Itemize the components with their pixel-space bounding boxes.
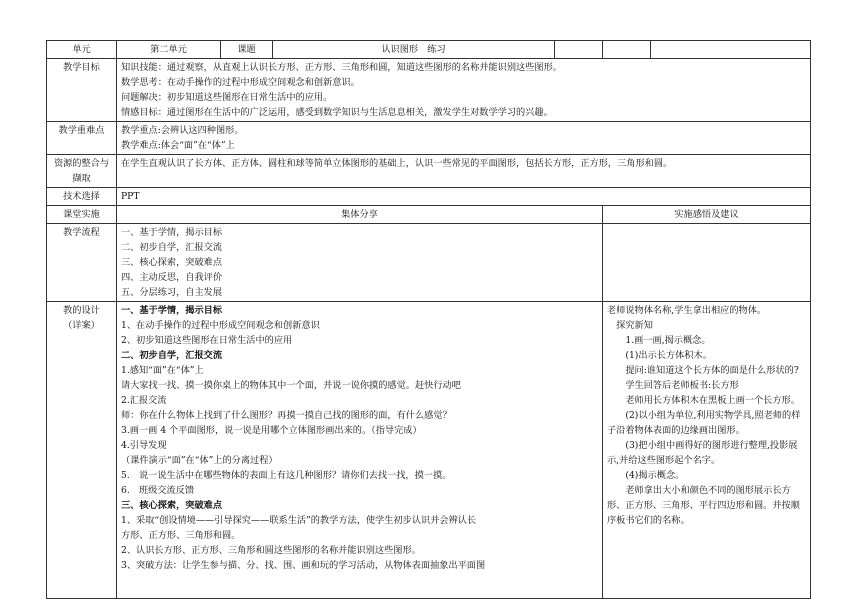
- unit-value: 第二单元: [117, 41, 221, 59]
- resources-label: 资源的整合与撷取: [47, 155, 117, 188]
- goal-line: 知识技能：通过观察，从直观上认识长方形、正方形、三角形和圆，知道这些图形的名称并能识别这些图形。: [121, 62, 562, 73]
- unit-label: 单元: [47, 41, 117, 59]
- keypoint-line: 教学难点:体会“面”在“体”上: [121, 140, 235, 151]
- process-step: 二、初步自学，汇报交流: [121, 242, 223, 253]
- header-empty-cell: [603, 41, 651, 59]
- tech-row: [47, 188, 811, 206]
- keypoints-row: [47, 122, 811, 155]
- implementation-row: [47, 206, 811, 224]
- design-label-line: 教的设计: [63, 305, 100, 316]
- process-reflection-cell: [603, 224, 811, 302]
- tech-label: 技术选择: [47, 188, 117, 206]
- goal-line: 问题解决：初步知道这些图形在日常生活中的应用。: [121, 92, 333, 103]
- design-line: 请大家找一找、摸一摸你桌上的物体其中一个面，并说一说你摸的感觉。赶快行动吧: [121, 380, 461, 391]
- reflection-paragraph: 老师说物体名称,学生拿出相应的物体。: [607, 305, 767, 316]
- design-line: 2、初步知道这些图形在日常生活中的应用: [121, 335, 293, 346]
- reflection-paragraph: 1.画一画,揭示概念。: [607, 335, 711, 346]
- reflection-paragraph: 老师拿出大小和颜色不同的图形展示长方形、正方形、三角形、平行四边形和圆。并按顺序板书它们的名称。: [607, 485, 800, 526]
- design-line: 2.汇报交流: [121, 395, 167, 406]
- reflection-paragraph: 提问:谁知道这个长方体的面是什么形状的?: [607, 365, 799, 376]
- header-empty-cell: [651, 41, 811, 59]
- resources-row: [47, 155, 811, 188]
- design-line: （课件演示“面”在“体”上的分离过程）: [121, 455, 278, 466]
- topic-value: 认识图形 练习: [273, 41, 555, 59]
- reflection-paragraphs: [607, 303, 806, 597]
- header-row: [47, 41, 811, 59]
- reflection-paragraph: 老师用长方体积木在黑板上画一个长方形。: [607, 395, 800, 406]
- goal-line: 数学思考：在动手操作的过程中形成空间观念和创新意识。: [121, 77, 360, 88]
- lesson-plan-table: [46, 40, 811, 599]
- process-label: 教学流程: [47, 224, 117, 302]
- keypoints-content: [117, 122, 811, 155]
- design-line: 1.感知“面”在“体”上: [121, 365, 204, 376]
- process-step: 四、主动反思，自我评价: [121, 272, 223, 283]
- goal-line: 情感目标：通过图形在生活中的广泛运用，感受到数学知识与生活息息相关，激发学生对数学学习的兴趣。: [121, 107, 553, 118]
- implementation-label: 课堂实施: [47, 206, 117, 224]
- keypoints-label: 教学重难点: [47, 122, 117, 155]
- reflection-paragraph: 探究新知: [607, 320, 653, 331]
- design-line: 1、采取“创设情境——引导探究——联系生活”的教学方法，使学生初步认识并会辨认长: [121, 515, 477, 526]
- reflection-column-heading: 实施感悟及建议: [603, 206, 811, 224]
- design-content: [117, 302, 603, 599]
- reflection-paragraph: 学生回答后老师板书:长方形: [607, 380, 739, 391]
- goals-label: 教学目标: [47, 59, 117, 122]
- design-line: 3、突破方法：让学生参与描、分、找、围、画和玩的学习活动，从物体表面抽象出平面图: [121, 560, 486, 571]
- process-step: 五、分层练习，自主发展: [121, 287, 223, 298]
- topic-label: 课题: [221, 41, 273, 59]
- design-line: 2、认识长方形、正方形、三角形和圆这些图形的名称并能识别这些图形。: [121, 545, 421, 556]
- design-lines: [121, 303, 598, 597]
- resources-text: 在学生直观认识了长方体、正方体、圆柱和球等简单立体图形的基础上，认识一些常见的平面图形，包括长方形，正方形，三角形和圆。: [121, 158, 673, 169]
- tech-value: PPT: [117, 188, 811, 206]
- design-label: [47, 302, 117, 599]
- design-section-heading: 一、基于学情，揭示目标: [121, 305, 223, 316]
- keypoint-line: 教学重点:会辨认这四种图形。: [121, 125, 244, 136]
- process-step: 三、核心探索，突破难点: [121, 257, 223, 268]
- process-row: [47, 224, 811, 302]
- shared-column-heading: 集体分享: [117, 206, 603, 224]
- goals-row: [47, 59, 811, 122]
- design-line: 师：你在什么物体上找到了什么图形？再摸一摸自己找的图形的面，有什么感觉？: [121, 410, 452, 421]
- design-line: 4.引导发现: [121, 440, 167, 451]
- reflection-paragraph: (2)以小组为单位,利用实物学具,照老师的样子沿着物体表面的边缘画出图形。: [607, 410, 801, 436]
- design-line: 3.画一画 4 个平面图形，说一说是用哪个立体图形画出来的。（指导完成）: [121, 425, 422, 436]
- header-empty-cell: [555, 41, 603, 59]
- reflection-paragraph: (3)把小组中画得好的图形进行整理,投影展示,并给这些图形起个名字。: [607, 440, 798, 466]
- design-line: 1、在动手操作的过程中形成空间观念和创新意识: [121, 320, 320, 331]
- process-steps: [117, 224, 603, 302]
- design-row: [47, 302, 811, 599]
- reflection-content: [603, 302, 811, 599]
- design-line: 方形、正方形、三角形和圆。: [121, 530, 241, 541]
- resources-content: [117, 155, 811, 188]
- reflection-paragraph: (1)出示长方体积木。: [607, 350, 712, 361]
- design-line: 5. 说一说生活中在哪些物体的表面上有这几种图形？请你们去找一找，摸一摸。: [121, 470, 452, 481]
- design-label-line: （详案）: [63, 320, 100, 331]
- goals-content: [117, 59, 811, 122]
- reflection-paragraph: (4)揭示概念。: [607, 470, 685, 481]
- design-line: 6. 班级交流反馈: [121, 485, 195, 496]
- design-section-heading: 三、核心探索，突破难点: [121, 500, 223, 511]
- design-section-heading: 二、初步自学，汇报交流: [121, 350, 223, 361]
- process-step: 一、基于学情，揭示目标: [121, 227, 223, 238]
